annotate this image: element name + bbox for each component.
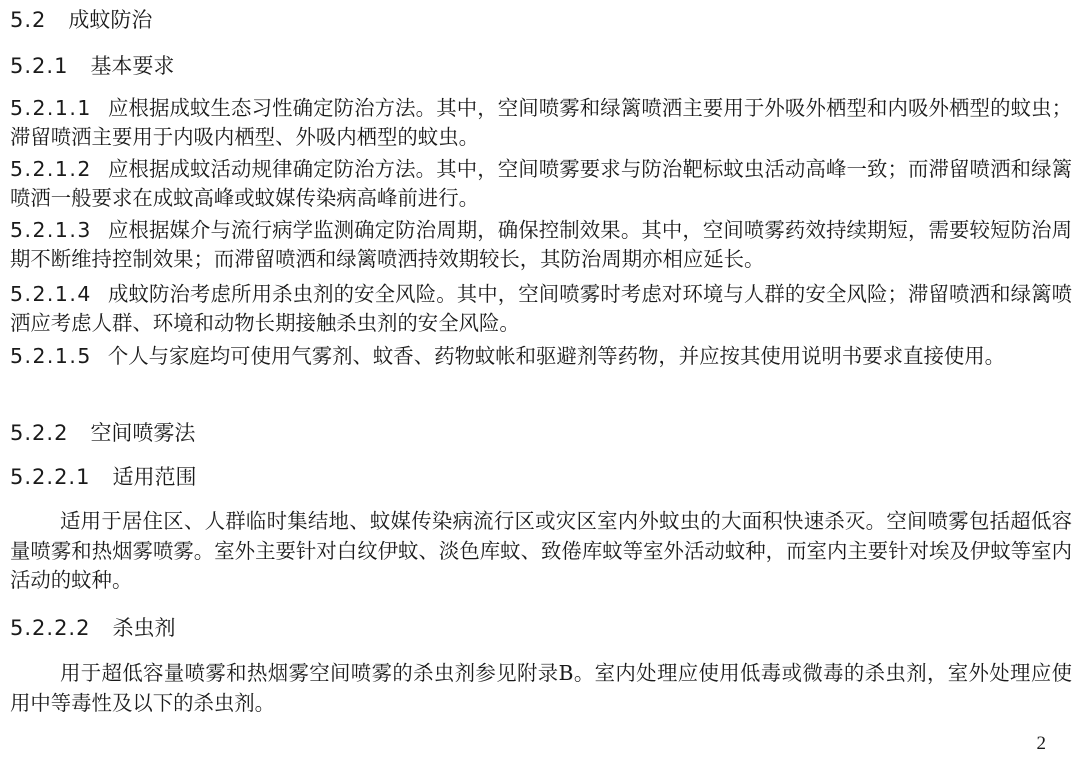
subsection-heading-5-2-2: [10, 419, 195, 447]
clause-text: 成蚊防治考虑所用杀虫剂的安全风险。其中，空间喷雾时考虑对环境与人群的安全风险；滞留喷洒和绿篱喷洒应考虑人群、环境和动物长期接触杀虫剂的安全风险。: [10, 282, 1072, 336]
clause-text: 应根据成蚊生态习性确定防治方法。其中，空间喷雾和绿篱喷洒主要用于外吸外栖型和内吸外栖型的蚊虫；滞留喷洒主要用于内吸内栖型、外吸内栖型的蚊虫。: [10, 96, 1072, 150]
subsection-title: 空间喷雾法: [90, 421, 196, 445]
section-heading-5-2: [10, 6, 152, 34]
clause-text: 应根据媒介与流行病学监测确定防治周期，确保控制效果。其中，空间喷雾药效持续期短，需要较短防治周期不断维持控制效果；而滞留喷洒和绿篱喷洒持效期较长，其防治周期亦相应延长。: [10, 218, 1072, 272]
clause-number: 5.2.1.2: [10, 157, 92, 181]
subsection-number: 5.2.2: [10, 421, 69, 445]
page-number: 2: [1036, 733, 1046, 754]
clause-5-2-1-2: [10, 155, 1072, 214]
subsection-number: 5.2.1: [10, 54, 69, 78]
clause-text: 应根据成蚊活动规律确定防治方法。其中，空间喷雾要求与防治靶标蚊虫活动高峰一致；而滞留喷洒和绿篱喷洒一般要求在成蚊高峰或蚊媒传染病高峰前进行。: [10, 157, 1072, 211]
clause-number: 5.2.1.1: [10, 96, 92, 120]
clause-5-2-1-4: [10, 280, 1072, 339]
subsection-heading-5-2-2-1: [10, 463, 196, 491]
clause-number: 5.2.1.5: [10, 344, 92, 368]
subsection-title: 适用范围: [112, 465, 197, 489]
subsection-number: 5.2.2.1: [10, 465, 91, 489]
clause-text: 个人与家庭均可使用气雾剂、蚊香、药物蚊帐和驱避剂等药物，并应按其使用说明书要求直接使用。: [107, 344, 1006, 368]
clause-5-2-1-3: [10, 216, 1072, 275]
clause-5-2-1-1: [10, 94, 1072, 153]
paragraph-scope: 适用于居住区、人群临时集结地、蚊媒传染病流行区或灾区室内外蚊虫的大面积快速杀灭。空间喷雾包括超低容量喷雾和热烟雾喷雾。室外主要针对白纹伊蚊、淡色库蚊、致倦库蚊等室外活动蚊种，而室内主要针对埃及伊蚊等室内活动的蚊种。: [10, 509, 1072, 592]
subsection-title: 基本要求: [90, 54, 175, 78]
clause-5-2-1-5: [10, 342, 1072, 371]
section-title: 成蚊防治: [68, 8, 153, 32]
subsection-title: 杀虫剂: [112, 616, 176, 640]
subsection-heading-5-2-1: [10, 52, 174, 80]
subsection-heading-5-2-2-2: [10, 614, 175, 642]
clause-number: 5.2.1.3: [10, 218, 92, 242]
paragraph-insecticide: 用于超低容量喷雾和热烟雾空间喷雾的杀虫剂参见附录B。室内处理应使用低毒或微毒的杀虫剂，室外处理应使用中等毒性及以下的杀虫剂。: [10, 661, 1072, 715]
subsection-number: 5.2.2.2: [10, 616, 91, 640]
section-number: 5.2: [10, 8, 47, 32]
clause-number: 5.2.1.4: [10, 282, 92, 306]
